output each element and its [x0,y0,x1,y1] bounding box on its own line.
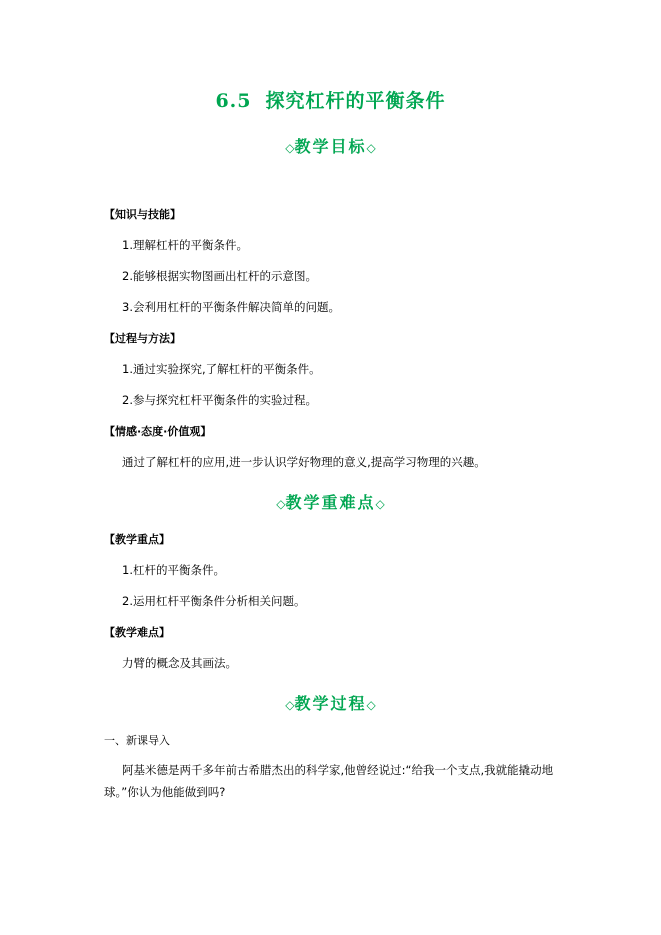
label-process-methods: 【过程与方法】 [104,332,181,345]
process-item-2: 2.参与探究杠杆平衡条件的实验过程。 [122,393,317,407]
label-emotion-attitude: 【情感·态度·价值观】 [104,425,212,438]
label-teaching-focus: 【教学重点】 [104,533,170,546]
difficulty-item-1: 力臂的概念及其画法。 [122,656,237,670]
section-heading-objectives [0,134,661,157]
diamond-icon: ◇ [375,497,385,511]
page-title [0,86,661,113]
knowledge-item-3: 3.会利用杠杆的平衡条件解决简单的问题。 [122,300,340,314]
section-title-process: 教学过程 [294,694,367,713]
part-heading-intro: 一、新课导入 [104,734,170,747]
title-text: 探究杠杆的平衡条件 [265,90,446,112]
diamond-icon: ◇ [366,141,376,155]
focus-item-1: 1.杠杆的平衡条件。 [122,563,225,577]
knowledge-item-1: 1.理解杠杆的平衡条件。 [122,238,248,252]
knowledge-item-2: 2.能够根据实物图画出杠杆的示意图。 [122,269,317,283]
diamond-icon: ◇ [285,141,295,155]
diamond-icon: ◇ [366,698,376,712]
diamond-icon: ◇ [276,497,286,511]
label-teaching-difficulty: 【教学难点】 [104,626,170,639]
section-title-key-points: 教学重难点 [285,493,376,512]
label-knowledge-skills: 【知识与技能】 [104,208,181,221]
section-title-objectives: 教学目标 [294,137,367,156]
title-number: 6.5 [215,90,252,112]
emotion-item-1: 通过了解杠杆的应用,进一步认识学好物理的意义,提高学习物理的兴趣。 [122,455,486,469]
section-heading-key-points [0,490,661,513]
diamond-icon: ◇ [285,698,295,712]
section-heading-process [0,691,661,714]
intro-paragraph: 阿基米德是两千多年前古希腊杰出的科学家,他曾经说过:“给我一个支点,我就能撬动地球。”你认为他能做到吗? [104,763,554,799]
process-item-1: 1.通过实验探究,了解杠杆的平衡条件。 [122,362,321,376]
focus-item-2: 2.运用杠杆平衡条件分析相关问题。 [122,594,306,608]
